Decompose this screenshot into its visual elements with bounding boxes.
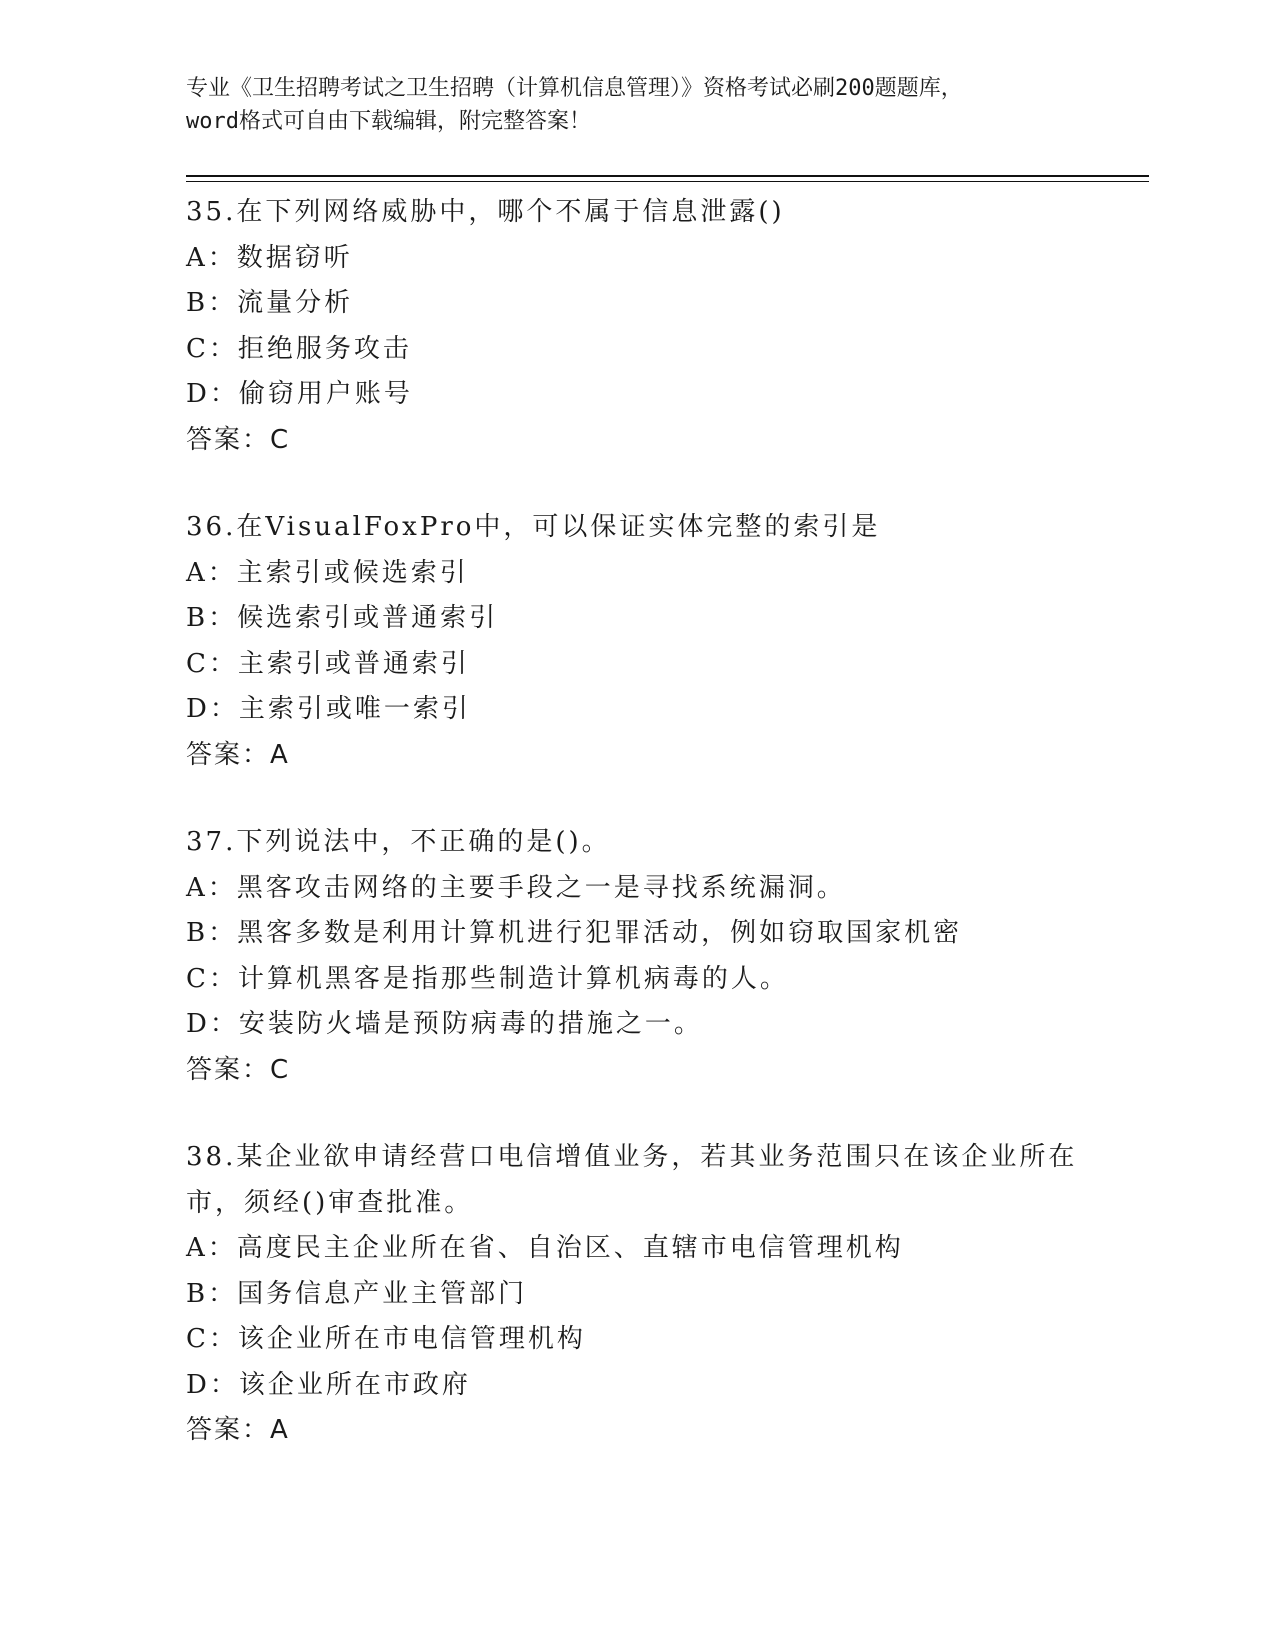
- question-37: [186, 820, 1146, 1093]
- option-b: B：黑客多数是利用计算机进行犯罪活动，例如窃取国家机密: [186, 918, 963, 948]
- option-c: C：主索引或普通索引: [186, 648, 470, 679]
- header-line-2: word格式可自由下载编辑，附完整答案！: [186, 109, 591, 134]
- option-c: C：该企业所在市电信管理机构: [186, 1324, 586, 1354]
- answer-line: 答案：A: [186, 739, 290, 770]
- option-d: D：主索引或唯一索引: [186, 694, 471, 724]
- question-stem: 38.某企业欲申请经营口电信增值业务，若其业务范围只在该企业所在市，须经()审查批准。: [186, 1142, 1078, 1218]
- option-a: A：主索引或候选索引: [186, 557, 469, 588]
- question-stem: 36.在VisualFoxPro中，可以保证实体完整的索引是: [186, 512, 881, 542]
- question-list: [186, 190, 1146, 1496]
- question-stem: 35.在下列网络威胁中，哪个不属于信息泄露(): [186, 197, 785, 227]
- option-a: A：黑客攻击网络的主要手段之一是寻找系统漏洞。: [186, 872, 846, 903]
- answer-line: 答案：C: [186, 424, 291, 455]
- header-line-1: 专业《卫生招聘考试之卫生招聘（计算机信息管理）》资格考试必刷200题题库，: [186, 76, 963, 101]
- option-a: A：高度民主企业所在省、自治区、直辖市电信管理机构: [186, 1233, 904, 1263]
- option-b: B：候选索引或普通索引: [186, 603, 499, 633]
- question-36: [186, 505, 1146, 778]
- question-38: [186, 1135, 1146, 1454]
- question-stem: 37.下列说法中，不正确的是()。: [186, 827, 611, 857]
- option-d: D：该企业所在市政府: [186, 1369, 471, 1400]
- option-a: A：数据窃听: [186, 242, 353, 273]
- option-c: C：计算机黑客是指那些制造计算机病毒的人。: [186, 963, 789, 994]
- option-b: B：国务信息产业主管部门: [186, 1278, 528, 1309]
- option-d: D：偷窃用户账号: [186, 379, 413, 409]
- answer-line: 答案：A: [186, 1415, 290, 1445]
- option-b: B：流量分析: [186, 288, 354, 318]
- option-c: C：拒绝服务攻击: [186, 333, 412, 364]
- option-d: D：安装防火墙是预防病毒的措施之一。: [186, 1009, 703, 1039]
- header-divider-thin: [186, 181, 1149, 182]
- answer-line: 答案：C: [186, 1054, 291, 1085]
- header-divider-thick: [186, 175, 1149, 177]
- document-header: [186, 72, 1086, 138]
- question-35: [186, 190, 1146, 463]
